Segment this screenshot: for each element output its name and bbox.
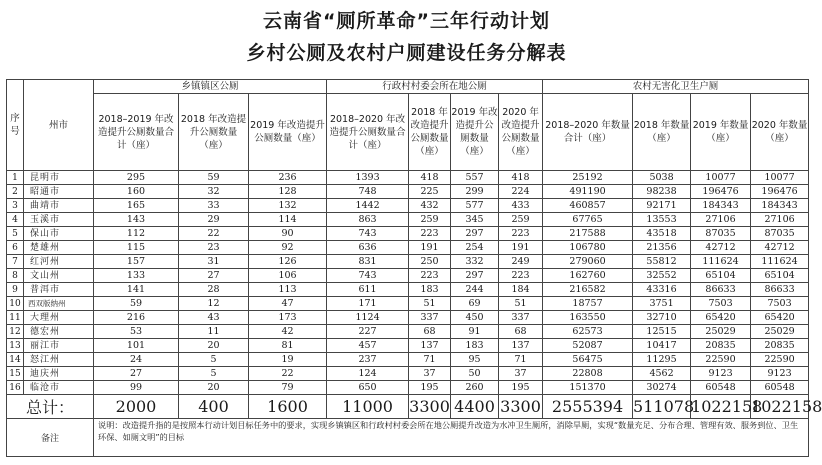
total-cell: 3300 bbox=[499, 395, 543, 419]
row-seq: 13 bbox=[7, 339, 24, 353]
table-cell: 227 bbox=[327, 325, 409, 339]
row-seq: 16 bbox=[7, 381, 24, 395]
table-cell: 249 bbox=[499, 255, 543, 269]
table-cell: 165 bbox=[94, 199, 179, 213]
table-cell: 5038 bbox=[633, 171, 691, 185]
table-cell: 132 bbox=[249, 199, 327, 213]
table-cell: 611 bbox=[327, 283, 409, 297]
total-cell: 2555394 bbox=[543, 395, 633, 419]
table-cell: 183 bbox=[451, 339, 499, 353]
table-cell: 337 bbox=[499, 311, 543, 325]
table-cell: 12515 bbox=[633, 325, 691, 339]
table-cell: 52087 bbox=[543, 339, 633, 353]
table-cell: 557 bbox=[451, 171, 499, 185]
table-row bbox=[7, 269, 809, 283]
table-cell: 65104 bbox=[691, 269, 751, 283]
table-cell: 432 bbox=[409, 199, 451, 213]
table-cell: 22 bbox=[179, 227, 249, 241]
table-cell: 113 bbox=[249, 283, 327, 297]
table-cell: 259 bbox=[409, 213, 451, 227]
header-c1: 2018–2019 年改造提升公厕数量合计（座） bbox=[94, 94, 179, 171]
table-cell: 10077 bbox=[691, 171, 751, 185]
table-cell: 137 bbox=[499, 339, 543, 353]
table-cell: 24 bbox=[94, 353, 179, 367]
table-cell: 43 bbox=[179, 311, 249, 325]
table-cell: 87035 bbox=[691, 227, 751, 241]
table-cell: 86633 bbox=[751, 283, 809, 297]
table-cell: 216 bbox=[94, 311, 179, 325]
table-cell: 53 bbox=[94, 325, 179, 339]
row-city: 普洱市 bbox=[24, 283, 94, 297]
table-cell: 60548 bbox=[751, 381, 809, 395]
table-cell: 7503 bbox=[751, 297, 809, 311]
row-city: 大理州 bbox=[24, 311, 94, 325]
table-cell: 5 bbox=[179, 367, 249, 381]
table-cell: 223 bbox=[499, 269, 543, 283]
row-city: 丽江市 bbox=[24, 339, 94, 353]
table-cell: 4562 bbox=[633, 367, 691, 381]
table-cell: 27 bbox=[179, 269, 249, 283]
table-row bbox=[7, 353, 809, 367]
table-cell: 32552 bbox=[633, 269, 691, 283]
table-cell: 418 bbox=[409, 171, 451, 185]
table-cell: 22590 bbox=[691, 353, 751, 367]
row-city: 红河州 bbox=[24, 255, 94, 269]
table-cell: 254 bbox=[451, 241, 499, 255]
table-cell: 50 bbox=[451, 367, 499, 381]
table-cell: 650 bbox=[327, 381, 409, 395]
table-cell: 42712 bbox=[691, 241, 751, 255]
table-cell: 106 bbox=[249, 269, 327, 283]
table-cell: 260 bbox=[451, 381, 499, 395]
total-cell: 11000 bbox=[327, 395, 409, 419]
table-row bbox=[7, 213, 809, 227]
table-cell: 112 bbox=[94, 227, 179, 241]
total-cell: 511078 bbox=[633, 395, 691, 419]
row-seq: 4 bbox=[7, 213, 24, 227]
table-cell: 748 bbox=[327, 185, 409, 199]
table-cell: 20835 bbox=[691, 339, 751, 353]
table-cell: 433 bbox=[499, 199, 543, 213]
table-cell: 195 bbox=[499, 381, 543, 395]
table-cell: 90 bbox=[249, 227, 327, 241]
table-cell: 491190 bbox=[543, 185, 633, 199]
table-row bbox=[7, 227, 809, 241]
table-cell: 19 bbox=[249, 353, 327, 367]
document-subtitle: 乡村公厕及农村户厕建设任务分解表 bbox=[246, 42, 567, 64]
header-c8: 2018–2020 年数量合计（座） bbox=[543, 94, 633, 171]
table-cell: 114 bbox=[249, 213, 327, 227]
table-cell: 636 bbox=[327, 241, 409, 255]
group-village: 行政村村委会所在地公厕 bbox=[327, 80, 543, 94]
table-cell: 71 bbox=[499, 353, 543, 367]
header-c7: 2020 年改造提升公厕数量（座） bbox=[499, 94, 543, 171]
table-cell: 69 bbox=[451, 297, 499, 311]
table-cell: 92171 bbox=[633, 199, 691, 213]
table-cell: 62573 bbox=[543, 325, 633, 339]
table-row bbox=[7, 297, 809, 311]
row-seq: 15 bbox=[7, 367, 24, 381]
table-cell: 191 bbox=[409, 241, 451, 255]
table-cell: 345 bbox=[451, 213, 499, 227]
table-cell: 124 bbox=[327, 367, 409, 381]
table-row bbox=[7, 171, 809, 185]
table-cell: 743 bbox=[327, 269, 409, 283]
table-cell: 163550 bbox=[543, 311, 633, 325]
table-cell: 223 bbox=[409, 227, 451, 241]
table-cell: 27106 bbox=[751, 213, 809, 227]
table-cell: 11295 bbox=[633, 353, 691, 367]
table-cell: 295 bbox=[94, 171, 179, 185]
header-c10: 2019 年数量（座） bbox=[691, 94, 751, 171]
row-city: 德宏州 bbox=[24, 325, 94, 339]
table-cell: 184343 bbox=[751, 199, 809, 213]
table-cell: 173 bbox=[249, 311, 327, 325]
row-city: 昭通市 bbox=[24, 185, 94, 199]
table-row bbox=[7, 381, 809, 395]
table-cell: 12 bbox=[179, 297, 249, 311]
table-cell: 237 bbox=[327, 353, 409, 367]
table-cell: 91 bbox=[451, 325, 499, 339]
table-cell: 56475 bbox=[543, 353, 633, 367]
table-cell: 10077 bbox=[751, 171, 809, 185]
task-table bbox=[6, 79, 822, 457]
table-cell: 106780 bbox=[543, 241, 633, 255]
table-row bbox=[7, 339, 809, 353]
table-cell: 337 bbox=[409, 311, 451, 325]
row-city: 楚雄州 bbox=[24, 241, 94, 255]
row-seq: 10 bbox=[7, 297, 24, 311]
table-cell: 51 bbox=[409, 297, 451, 311]
table-cell: 418 bbox=[499, 171, 543, 185]
table-cell: 22808 bbox=[543, 367, 633, 381]
table-row bbox=[7, 185, 809, 199]
row-city: 玉溪市 bbox=[24, 213, 94, 227]
table-cell: 25192 bbox=[543, 171, 633, 185]
row-seq: 12 bbox=[7, 325, 24, 339]
table-cell: 195 bbox=[409, 381, 451, 395]
table-cell: 22 bbox=[249, 367, 327, 381]
total-cell: 3300 bbox=[409, 395, 451, 419]
row-city: 文山州 bbox=[24, 269, 94, 283]
table-cell: 279060 bbox=[543, 255, 633, 269]
total-cell: 1600 bbox=[249, 395, 327, 419]
table-cell: 22590 bbox=[751, 353, 809, 367]
table-cell: 224 bbox=[499, 185, 543, 199]
table-cell: 68 bbox=[409, 325, 451, 339]
header-city: 州市 bbox=[24, 80, 94, 171]
header-c11: 2020 年数量（座） bbox=[751, 94, 809, 171]
row-seq: 2 bbox=[7, 185, 24, 199]
table-cell: 128 bbox=[249, 185, 327, 199]
table-cell: 223 bbox=[499, 227, 543, 241]
table-cell: 196476 bbox=[691, 185, 751, 199]
group-rural: 农村无害化卫生户厕 bbox=[543, 80, 809, 94]
table-cell: 225 bbox=[409, 185, 451, 199]
table-cell: 184 bbox=[499, 283, 543, 297]
table-cell: 20 bbox=[179, 381, 249, 395]
total-row bbox=[7, 395, 809, 419]
table-cell: 151370 bbox=[543, 381, 633, 395]
table-cell: 20 bbox=[179, 339, 249, 353]
table-cell: 67765 bbox=[543, 213, 633, 227]
note-label: 备注 bbox=[7, 419, 94, 457]
table-cell: 191 bbox=[499, 241, 543, 255]
table-cell: 51 bbox=[499, 297, 543, 311]
row-seq: 1 bbox=[7, 171, 24, 185]
table-cell: 5 bbox=[179, 353, 249, 367]
row-seq: 6 bbox=[7, 241, 24, 255]
row-city: 昆明市 bbox=[24, 171, 94, 185]
table-cell: 98238 bbox=[633, 185, 691, 199]
table-cell: 332 bbox=[451, 255, 499, 269]
table-cell: 111624 bbox=[751, 255, 809, 269]
table-cell: 43316 bbox=[633, 283, 691, 297]
table-cell: 137 bbox=[409, 339, 451, 353]
table-cell: 217588 bbox=[543, 227, 633, 241]
row-city: 迪庆州 bbox=[24, 367, 94, 381]
header-c5: 2018 年改造提升公厕数量（座） bbox=[409, 94, 451, 171]
table-cell: 79 bbox=[249, 381, 327, 395]
table-cell: 95 bbox=[451, 353, 499, 367]
table-cell: 92 bbox=[249, 241, 327, 255]
total-cell: 2000 bbox=[94, 395, 179, 419]
table-cell: 183 bbox=[409, 283, 451, 297]
table-cell: 65420 bbox=[691, 311, 751, 325]
table-cell: 43518 bbox=[633, 227, 691, 241]
table-cell: 11 bbox=[179, 325, 249, 339]
table-row bbox=[7, 311, 809, 325]
table-cell: 184343 bbox=[691, 199, 751, 213]
total-cell: 4400 bbox=[451, 395, 499, 419]
table-cell: 47 bbox=[249, 297, 327, 311]
table-cell: 450 bbox=[451, 311, 499, 325]
table-cell: 99 bbox=[94, 381, 179, 395]
table-cell: 86633 bbox=[691, 283, 751, 297]
table-cell: 1442 bbox=[327, 199, 409, 213]
row-seq: 8 bbox=[7, 269, 24, 283]
table-cell: 831 bbox=[327, 255, 409, 269]
table-cell: 28 bbox=[179, 283, 249, 297]
table-cell: 133 bbox=[94, 269, 179, 283]
table-body bbox=[7, 171, 809, 395]
table-cell: 1393 bbox=[327, 171, 409, 185]
table-cell: 59 bbox=[94, 297, 179, 311]
table-cell: 160 bbox=[94, 185, 179, 199]
table-cell: 42 bbox=[249, 325, 327, 339]
table-cell: 71 bbox=[409, 353, 451, 367]
table-cell: 18757 bbox=[543, 297, 633, 311]
table-cell: 60548 bbox=[691, 381, 751, 395]
table-cell: 27 bbox=[94, 367, 179, 381]
row-seq: 11 bbox=[7, 311, 24, 325]
row-seq: 14 bbox=[7, 353, 24, 367]
table-cell: 457 bbox=[327, 339, 409, 353]
table-cell: 157 bbox=[94, 255, 179, 269]
row-seq: 3 bbox=[7, 199, 24, 213]
table-cell: 171 bbox=[327, 297, 409, 311]
table-cell: 111624 bbox=[691, 255, 751, 269]
table-cell: 9123 bbox=[691, 367, 751, 381]
table-cell: 216582 bbox=[543, 283, 633, 297]
table-cell: 460857 bbox=[543, 199, 633, 213]
table-cell: 65104 bbox=[751, 269, 809, 283]
table-row bbox=[7, 325, 809, 339]
table-cell: 244 bbox=[451, 283, 499, 297]
total-cell: 400 bbox=[179, 395, 249, 419]
table-cell: 23 bbox=[179, 241, 249, 255]
table-cell: 299 bbox=[451, 185, 499, 199]
table-cell: 743 bbox=[327, 227, 409, 241]
header-c4: 2018–2020 年改造提升公厕数量合计（座） bbox=[327, 94, 409, 171]
table-cell: 297 bbox=[451, 227, 499, 241]
row-seq: 5 bbox=[7, 227, 24, 241]
table-cell: 21356 bbox=[633, 241, 691, 255]
table-cell: 1124 bbox=[327, 311, 409, 325]
table-cell: 20835 bbox=[751, 339, 809, 353]
table-cell: 162760 bbox=[543, 269, 633, 283]
document-title: 云南省“厕所革命”三年行动计划 bbox=[263, 10, 550, 32]
table-cell: 13553 bbox=[633, 213, 691, 227]
table-cell: 27106 bbox=[691, 213, 751, 227]
row-seq: 7 bbox=[7, 255, 24, 269]
table-cell: 115 bbox=[94, 241, 179, 255]
table-cell: 87035 bbox=[751, 227, 809, 241]
table-cell: 32710 bbox=[633, 311, 691, 325]
header-c2: 2018 年改造提升公厕数量（座） bbox=[179, 94, 249, 171]
table-cell: 25029 bbox=[751, 325, 809, 339]
total-cell: 1022158 bbox=[751, 395, 809, 419]
table-cell: 55812 bbox=[633, 255, 691, 269]
table-cell: 37 bbox=[499, 367, 543, 381]
table-cell: 81 bbox=[249, 339, 327, 353]
table-cell: 31 bbox=[179, 255, 249, 269]
group-township: 乡镇镇区公厕 bbox=[94, 80, 327, 94]
table-cell: 250 bbox=[409, 255, 451, 269]
header-c3: 2019 年改造提升公厕数量（座） bbox=[249, 94, 327, 171]
total-label: 总计： bbox=[7, 395, 94, 419]
table-cell: 37 bbox=[409, 367, 451, 381]
table-row bbox=[7, 199, 809, 213]
header-c9: 2018 年数量（座） bbox=[633, 94, 691, 171]
table-cell: 297 bbox=[451, 269, 499, 283]
table-cell: 65420 bbox=[751, 311, 809, 325]
table-cell: 68 bbox=[499, 325, 543, 339]
row-city: 保山市 bbox=[24, 227, 94, 241]
table-cell: 3751 bbox=[633, 297, 691, 311]
table-cell: 143 bbox=[94, 213, 179, 227]
row-city: 临沧市 bbox=[24, 381, 94, 395]
table-cell: 32 bbox=[179, 185, 249, 199]
table-cell: 33 bbox=[179, 199, 249, 213]
header-seq: 序号 bbox=[7, 80, 24, 171]
table-row bbox=[7, 367, 809, 381]
table-cell: 126 bbox=[249, 255, 327, 269]
note-text: 说明：改造提升指的是按照本行动计划目标任务中的要求，实现乡镇镇区和行政村村委会所在地公厕提升改造为水冲卫生厕所，消除旱厕，实现“数量充足、分布合理、管理有效、服务到位、卫生环保、如厕文明”的目标 bbox=[94, 419, 809, 457]
table-cell: 7503 bbox=[691, 297, 751, 311]
table-cell: 9123 bbox=[751, 367, 809, 381]
row-city: 怒江州 bbox=[24, 353, 94, 367]
row-seq: 9 bbox=[7, 283, 24, 297]
header-c6: 2019 年改造提升公厕数量（座） bbox=[451, 94, 499, 171]
table-cell: 236 bbox=[249, 171, 327, 185]
table-cell: 59 bbox=[179, 171, 249, 185]
row-city: 西双版纳州 bbox=[24, 297, 94, 311]
table-cell: 101 bbox=[94, 339, 179, 353]
table-cell: 196476 bbox=[751, 185, 809, 199]
table-cell: 863 bbox=[327, 213, 409, 227]
table-cell: 42712 bbox=[751, 241, 809, 255]
table-row bbox=[7, 255, 809, 269]
table-row bbox=[7, 283, 809, 297]
table-cell: 29 bbox=[179, 213, 249, 227]
row-city: 曲靖市 bbox=[24, 199, 94, 213]
table-cell: 259 bbox=[499, 213, 543, 227]
table-cell: 10417 bbox=[633, 339, 691, 353]
table-row bbox=[7, 241, 809, 255]
total-cell: 1022158 bbox=[691, 395, 751, 419]
table-cell: 141 bbox=[94, 283, 179, 297]
table-cell: 577 bbox=[451, 199, 499, 213]
note-row bbox=[7, 419, 809, 457]
table-cell: 25029 bbox=[691, 325, 751, 339]
table-cell: 223 bbox=[409, 269, 451, 283]
table-cell: 30274 bbox=[633, 381, 691, 395]
